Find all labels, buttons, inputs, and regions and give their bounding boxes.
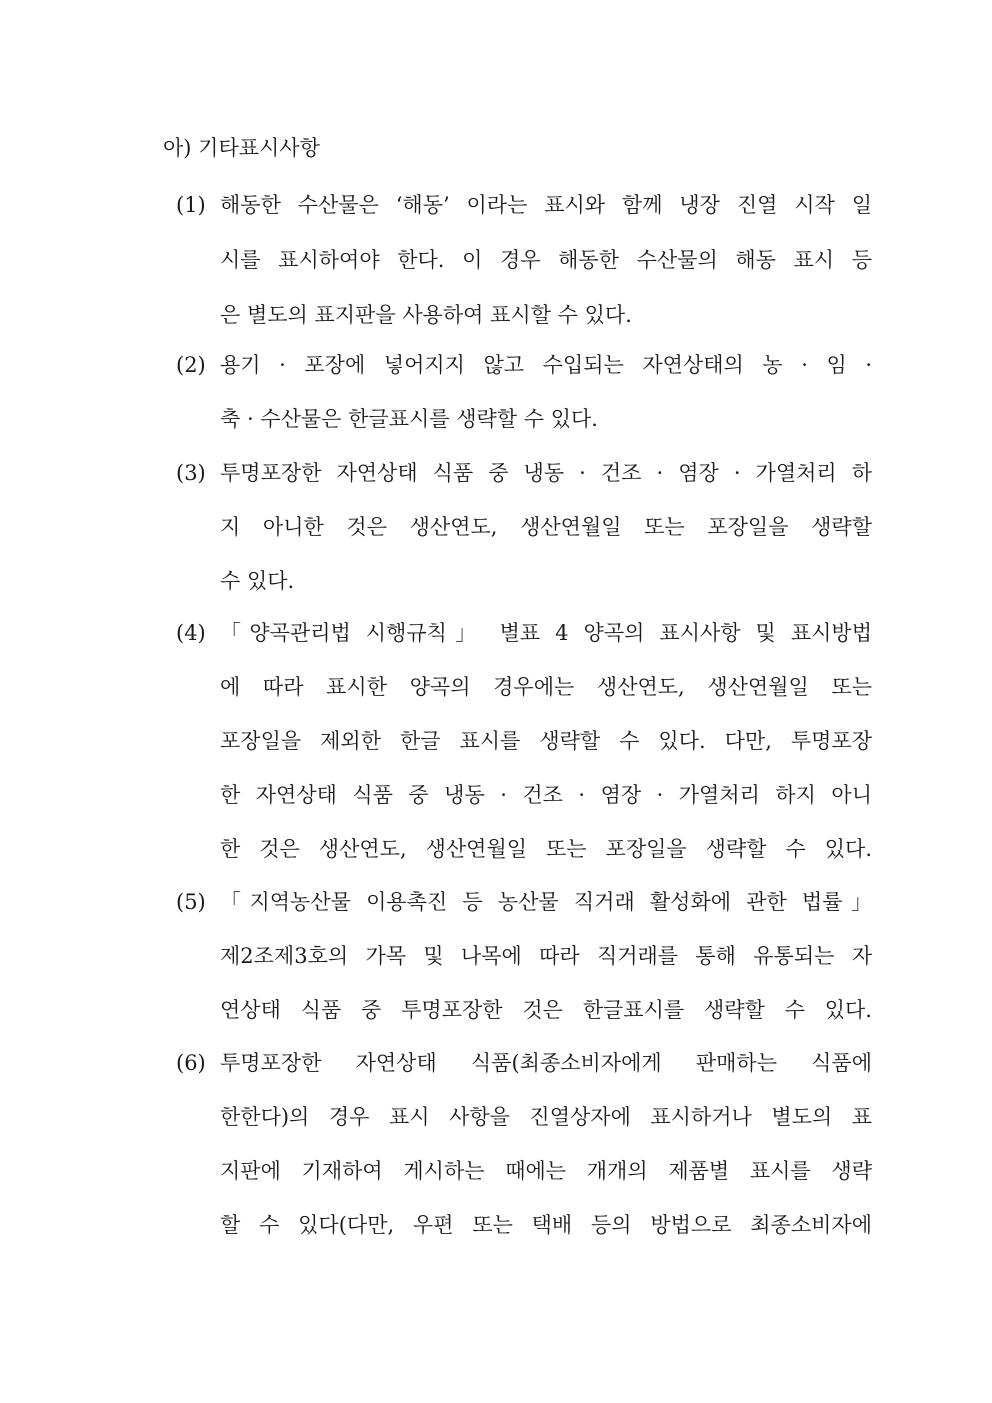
- item-line: 시를 표시하여야 한다. 이 경우 해동한 수산물의 해동 표시 등: [220, 248, 872, 272]
- item-line: 에 따라 표시한 양곡의 경우에는 생산연도, 생산연월일 또는: [220, 675, 872, 699]
- item-line: 할 수 있다(다만, 우편 또는 택배 등의 방법으로 최종소비자에: [220, 1213, 872, 1237]
- item-line: 축 · 수산물은 한글표시를 생략할 수 있다.: [220, 407, 598, 431]
- item-line: 한 자연상태 식품 중 냉동 · 건조 · 염장 · 가열처리 하지 아니: [220, 783, 872, 807]
- item-line: 은 별도의 표지판을 사용하여 표시할 수 있다.: [220, 303, 632, 327]
- item-line: 「양곡관리법 시행규칙」 별표 4 양곡의 표시사항 및 표시방법: [220, 621, 872, 645]
- item-line: 연상태 식품 중 투명포장한 것은 한글표시를 생략할 수 있다.: [220, 998, 872, 1022]
- item-number: (5): [176, 890, 206, 914]
- item-line: 지판에 기재하여 게시하는 때에는 개개의 제품별 표시를 생략: [220, 1159, 872, 1183]
- item-line: 한 것은 생산연도, 생산연월일 또는 포장일을 생략할 수 있다.: [220, 837, 872, 861]
- item-line: 포장일을 제외한 한글 표시를 생략할 수 있다. 다만, 투명포장: [220, 729, 872, 753]
- item-line: 지 아니한 것은 생산연도, 생산연월일 또는 포장일을 생략할: [220, 515, 872, 539]
- item-number: (2): [176, 353, 206, 377]
- item-number: (6): [176, 1051, 206, 1075]
- item-line: 수 있다.: [220, 569, 295, 593]
- item-line: 용기 · 포장에 넣어지지 않고 수입되는 자연상태의 농 · 임 ·: [220, 353, 872, 377]
- item-number: (4): [176, 621, 206, 645]
- section-title: 아) 기타표시사항: [163, 136, 320, 160]
- item-line: 제2조제3호의 가목 및 나목에 따라 직거래를 통해 유통되는 자: [220, 944, 872, 968]
- item-line: 투명포장한 자연상태 식품 중 냉동 · 건조 · 염장 · 가열처리 하: [220, 461, 872, 485]
- item-line: 해동한 수산물은 ‘해동’ 이라는 표시와 함께 냉장 진열 시작 일: [220, 193, 872, 217]
- item-number: (1): [176, 193, 206, 217]
- item-line: 「지역농산물 이용촉진 등 농산물 직거래 활성화에 관한 법률」: [220, 890, 872, 914]
- item-line: 투명포장한 자연상태 식품(최종소비자에게 판매하는 식품에: [220, 1051, 872, 1075]
- item-number: (3): [176, 461, 206, 485]
- item-line: 한한다)의 경우 표시 사항을 진열상자에 표시하거나 별도의 표: [220, 1105, 872, 1129]
